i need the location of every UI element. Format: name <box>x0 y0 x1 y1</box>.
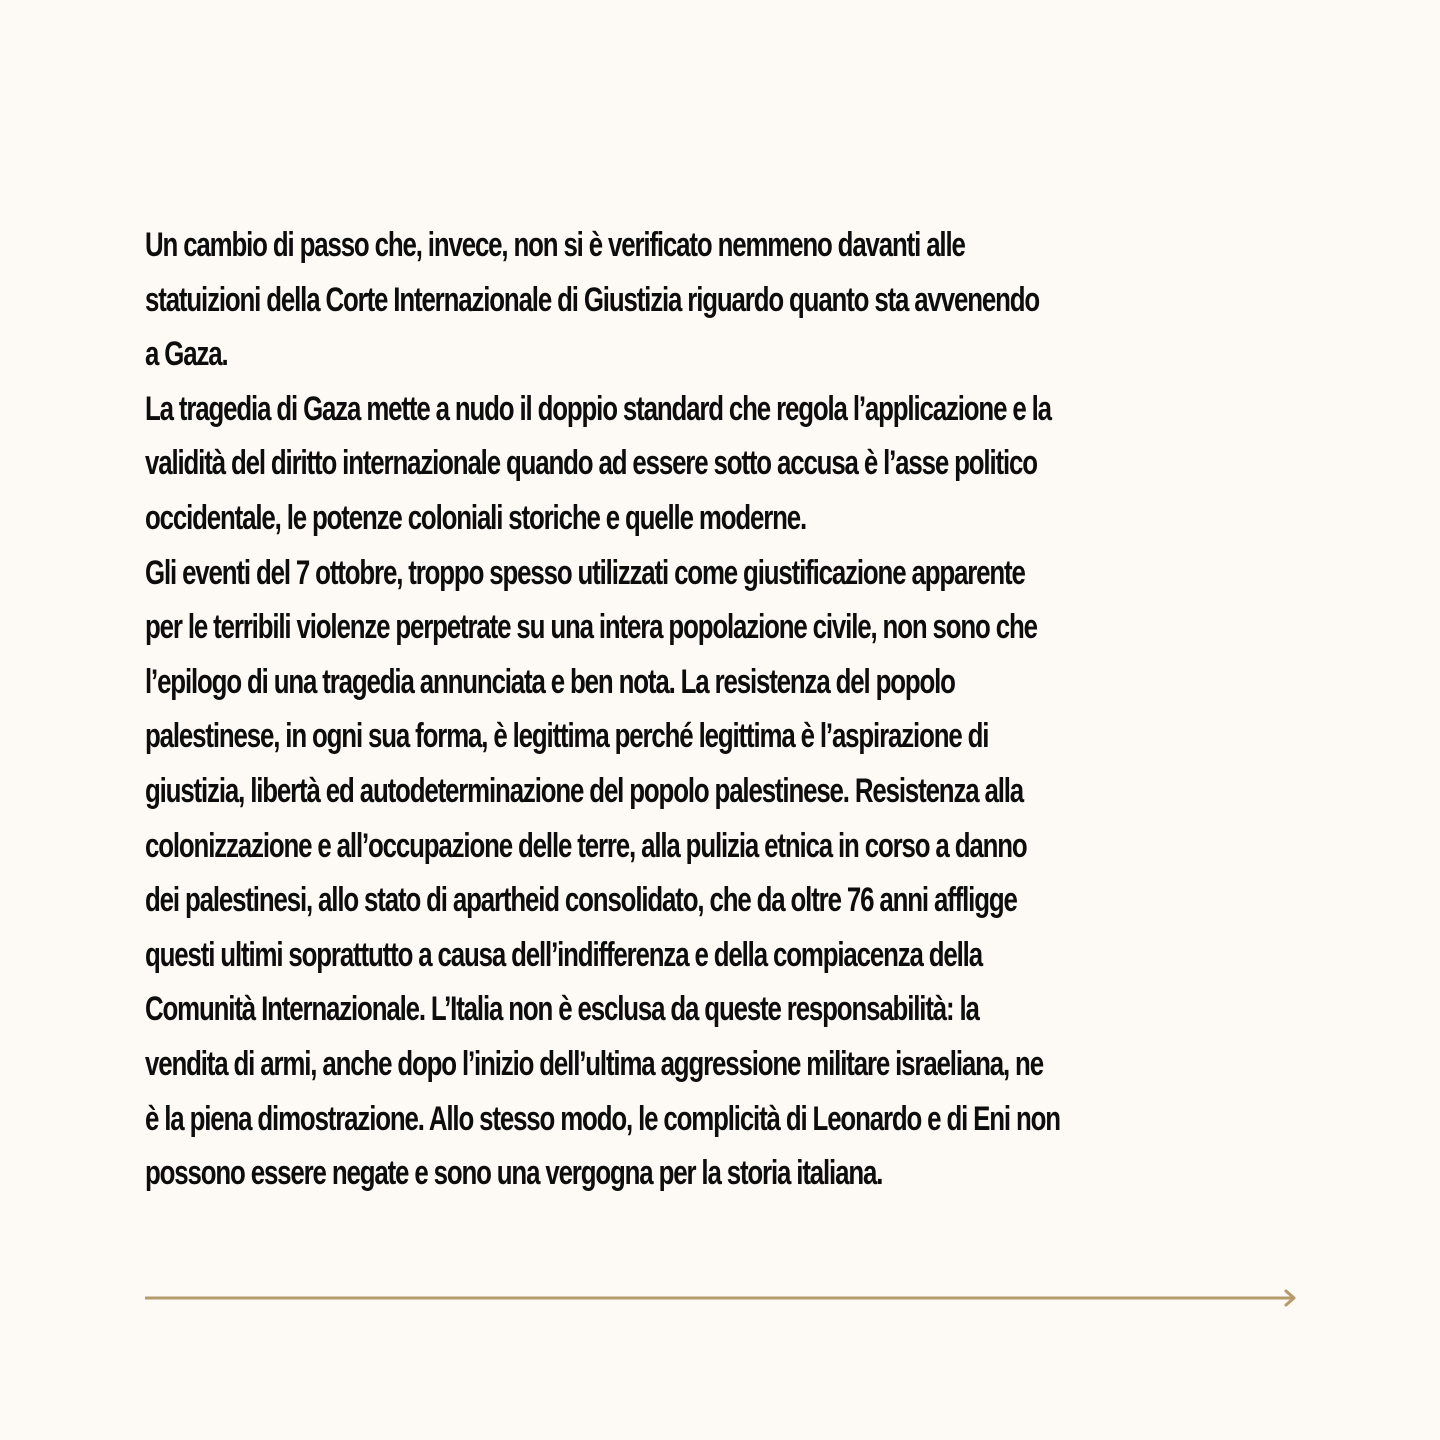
text-line: per le terribili violenze perpetrate su una intera popolazione civile, non sono che <box>145 608 1037 647</box>
text-line: possono essere negate e sono una vergogna per la storia italiana. <box>145 1154 883 1193</box>
text-line: l’epilogo di una tragedia annunciata e ben nota. La resistenza del popolo <box>145 662 955 701</box>
text-line: giustizia, libertà ed autodeterminazione del popolo palestinese. Resistenza alla <box>145 771 1024 810</box>
arrow-right-icon[interactable] <box>145 1288 1297 1308</box>
text-line: occidentale, le potenze coloniali storiche e quelle moderne. <box>145 498 807 537</box>
text-line: Un cambio di passo che, invece, non si è verificato nemmeno davanti alle <box>145 226 965 264</box>
text-line: questi ultimi soprattutto a causa dell’indifferenza e della compiacenza della <box>145 935 982 974</box>
text-line: palestinese, in ogni sua forma, è legittima perché legittima è l’aspirazione di <box>145 717 989 756</box>
text-line: Comunità Internazionale. L’Italia non è esclusa da queste responsabilità: la <box>145 990 979 1029</box>
body-text <box>145 218 1060 1201</box>
text-line: La tragedia di Gaza mette a nudo il doppio standard che regola l’applicazione e la <box>145 389 1051 428</box>
text-line: vendita di armi, anche dopo l’inizio dell’ultima aggressione militare israeliana, ne <box>145 1044 1043 1083</box>
text-line: dei palestinesi, allo stato di apartheid consolidato, che da oltre 76 anni affligge <box>145 881 1017 920</box>
text-line: è la piena dimostrazione. Allo stesso modo, le complicità di Leonardo e di Eni non <box>145 1099 1060 1138</box>
text-line: colonizzazione e all’occupazione delle terre, alla pulizia etnica in corso a danno <box>145 826 1027 865</box>
text-line: a Gaza. <box>145 335 228 374</box>
text-line: validità del diritto internazionale quando ad essere sotto accusa è l’asse politico <box>145 444 1037 483</box>
text-line: Gli eventi del 7 ottobre, troppo spesso utilizzati come giustificazione apparente <box>145 553 1025 592</box>
text-line: statuizioni della Corte Internazionale di Giustizia riguardo quanto sta avvenendo <box>145 280 1040 319</box>
